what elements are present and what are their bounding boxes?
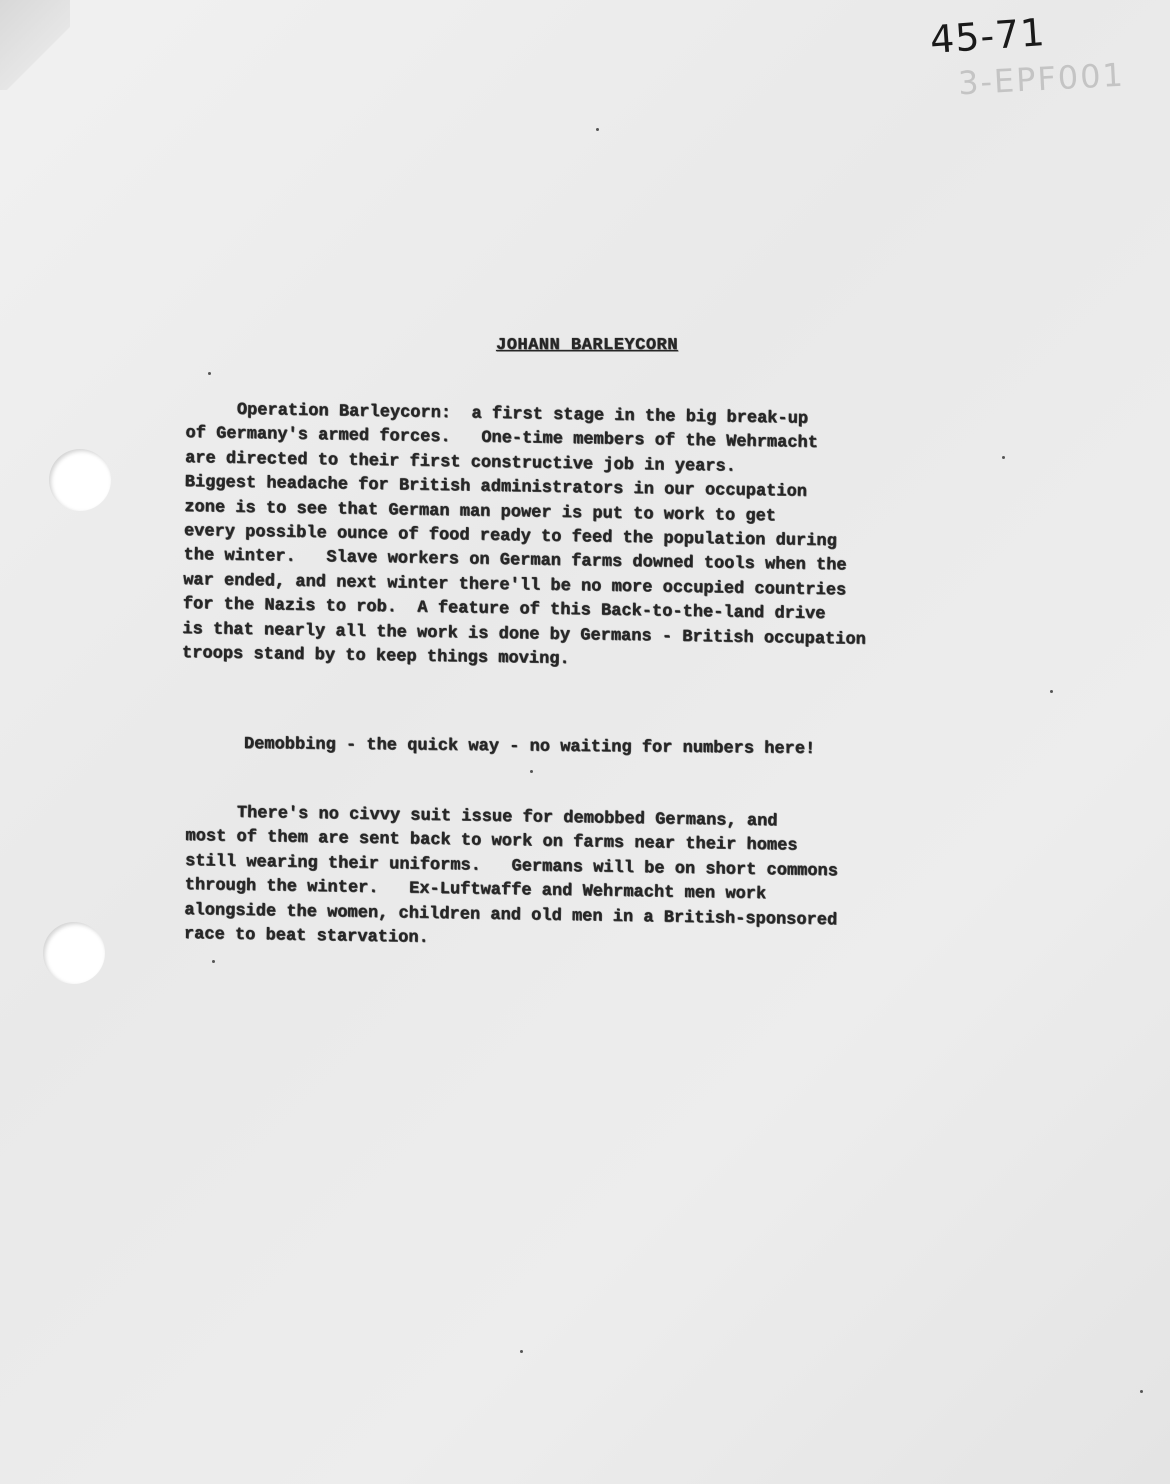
paper-speck xyxy=(1140,1390,1143,1393)
paragraph-line: Demobbing - the quick way - no waiting for numbers here! xyxy=(243,734,816,759)
paragraph-operation-barleycorn xyxy=(182,398,870,677)
handwritten-reference-number: 45-71 xyxy=(928,10,1047,62)
paragraph-line: for the Nazis to rob. A feature of this Back-to-the-land drive xyxy=(182,595,826,625)
punch-hole-bottom xyxy=(43,922,105,984)
paragraph-line: There's no civvy suit issue for demobbed Germans, and xyxy=(185,802,778,832)
document-title: JOHANN BARLEYCORN xyxy=(496,336,678,355)
punch-hole-top xyxy=(49,449,111,511)
paragraph-line: troops stand by to keep things moving. xyxy=(181,644,570,670)
paragraph-line: race to beat starvation. xyxy=(183,925,429,948)
paper-speck xyxy=(520,1350,523,1353)
paragraph-line: Biggest headache for British administrators in our occupation xyxy=(184,473,808,502)
paper-speck xyxy=(208,372,211,375)
paper-speck xyxy=(1002,456,1005,459)
paragraph-line: the winter. Slave workers on German farms downed tools when the xyxy=(183,546,847,576)
paragraph-line: of Germany's armed forces. One-time members of the Wehrmacht xyxy=(185,424,819,454)
paragraph-line: zone is to see that German man power is put to work to get xyxy=(184,497,777,526)
paper-speck xyxy=(1050,690,1053,693)
paper-speck xyxy=(596,128,599,131)
paragraph-line: Operation Barleycorn: a first stage in the big break-up xyxy=(185,399,809,429)
paragraph-line: alongside the women, children and old men in a British-sponsored xyxy=(184,900,838,930)
paragraph-line: still wearing their uniforms. Germans will be on short commons xyxy=(184,851,839,882)
folded-corner xyxy=(0,0,70,90)
paragraph-line: is that nearly all the work is done by Germans - British occupation xyxy=(182,619,866,650)
paragraph-line: every possible ounce of food ready to feed the population during xyxy=(183,522,837,552)
paper-speck xyxy=(212,960,215,963)
paragraph-demobbing xyxy=(244,733,815,762)
paragraph-line: most of them are sent back to work on farms near their homes xyxy=(185,827,798,857)
handwritten-reference-code: 3-EPF001 xyxy=(957,55,1126,103)
paragraph-line: through the winter. Ex-Luftwaffe and Wehrmacht men work xyxy=(184,876,767,905)
paragraph-line: war ended, and next winter there'll be no more occupied countries xyxy=(182,570,847,601)
paragraph-line: are directed to their first constructive job in years. xyxy=(184,448,737,477)
paper-speck xyxy=(530,770,533,773)
paragraph-civvy-suit xyxy=(184,801,839,958)
